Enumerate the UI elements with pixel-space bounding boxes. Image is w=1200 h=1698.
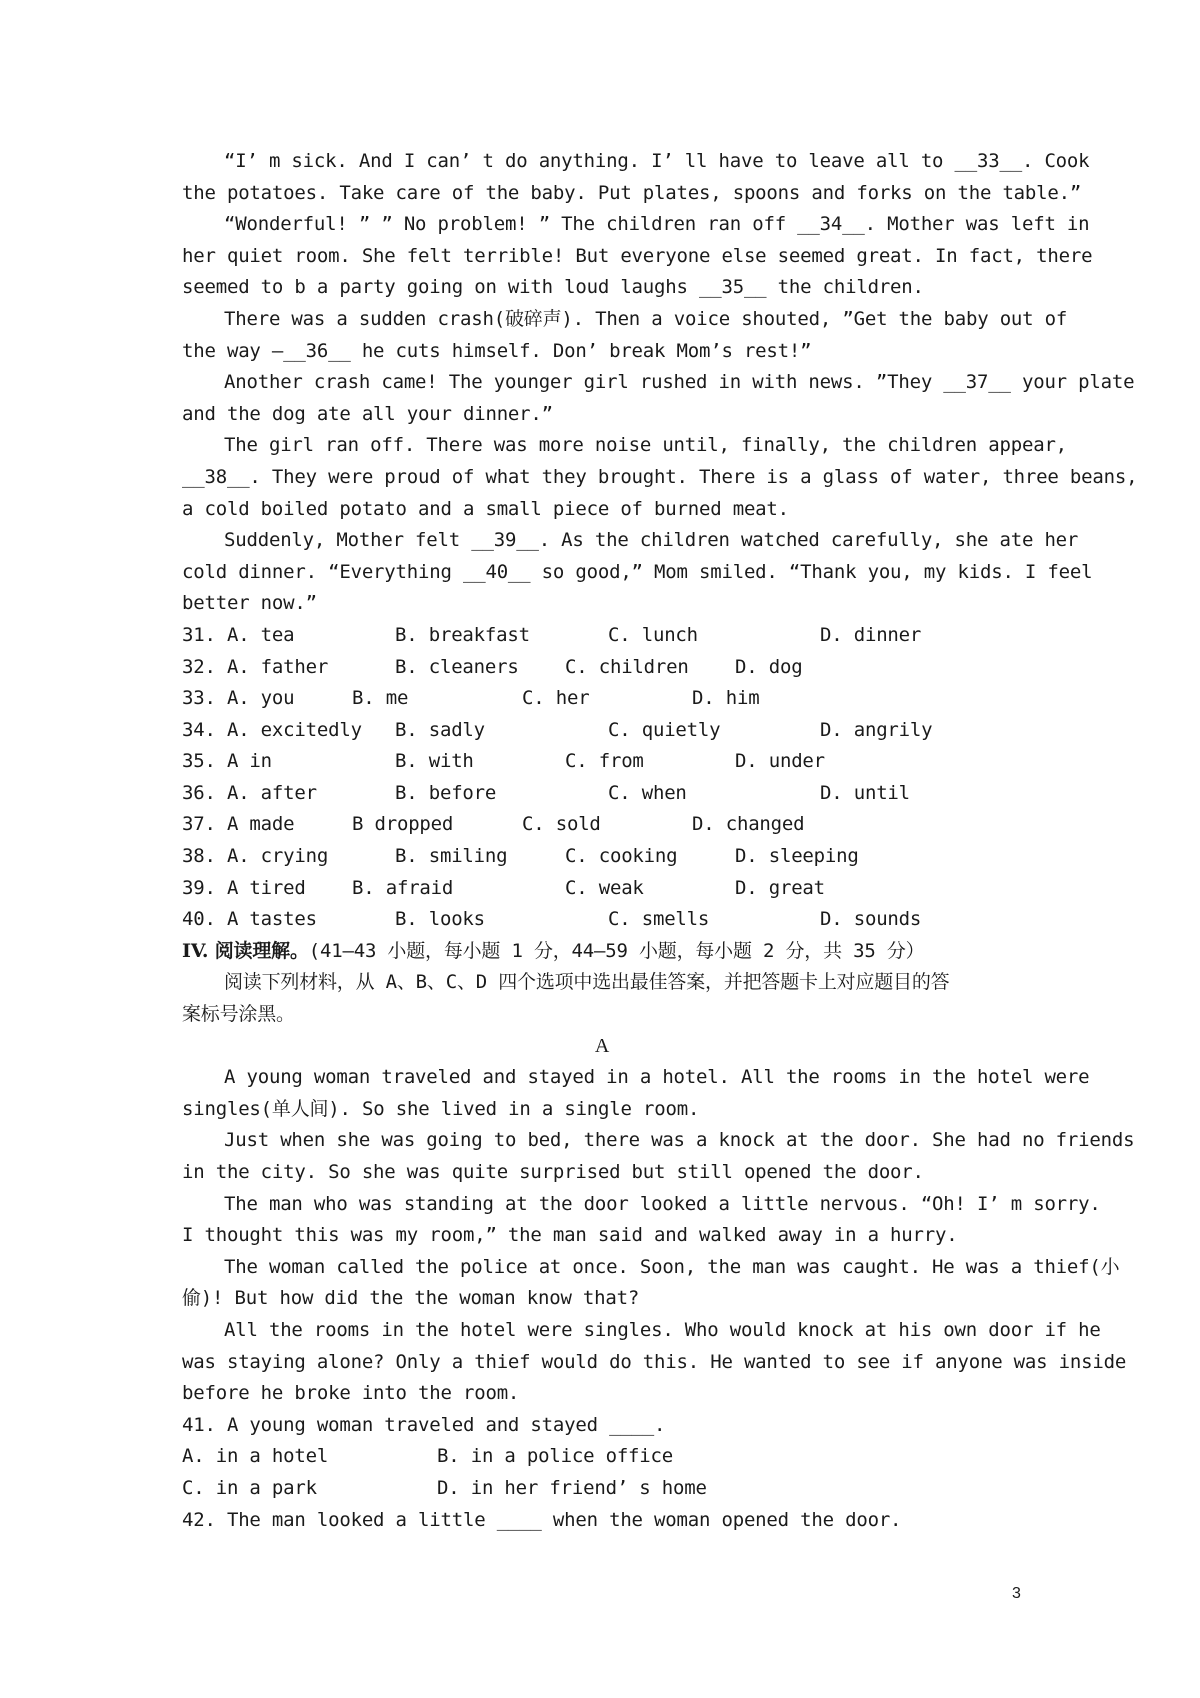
passage-title: A [594, 1034, 610, 1057]
option-c: C. smells [608, 908, 710, 931]
option-d: D. until [820, 781, 910, 804]
section-instruction: 阅读下列材料，从 A、B、C、D 四个选项中选出最佳答案，并把答题卡上对应题目的答 [224, 971, 950, 994]
passage-line: and the dog ate all your dinner.” [182, 402, 553, 425]
option-d: D. sounds [820, 908, 922, 931]
section-title: IV. 阅读理解。 [182, 939, 309, 962]
passage-line: There was a sudden crash(破碎声). Then a voice shouted, ”Get the baby out of [224, 307, 1068, 330]
option-c: C. cooking [565, 845, 678, 868]
passage-line: in the city. So she was quite surprised but still opened the door. [182, 1161, 924, 1183]
option-d: D. changed [692, 813, 805, 836]
option-c: C. her [522, 687, 590, 710]
option-d: D. under [735, 750, 825, 773]
passage-line: The man who was standing at the door looked a little nervous. “Oh! I’ m sorry. [224, 1192, 1101, 1215]
option-row [182, 746, 1022, 778]
questions [182, 1410, 1022, 1536]
option-a: 39. A tired [182, 876, 306, 899]
cloze-passage [182, 146, 1138, 620]
passage-line: “I’ m sick. And I can’ t do anything. I’ ll have to leave all to __33__. Cook [224, 150, 1090, 172]
option-b: B. with [395, 750, 474, 773]
passage-line: __38__. They were proud of what they brought. There is a glass of water, three beans, [182, 465, 1138, 488]
option-row [182, 841, 1022, 873]
option-b: B. breakfast [395, 623, 530, 646]
option-row [182, 620, 1022, 652]
option-a: 31. A. tea [182, 623, 295, 646]
option-b: B. smiling [395, 845, 508, 868]
option-row [182, 809, 1022, 841]
passage-line: The girl ran off. There was more noise until, finally, the children appear, [224, 434, 1067, 457]
passage-line: Another crash came! The younger girl rushed in with news. ”They __37__ your plate [224, 371, 1135, 394]
passage-line: seemed to b a party going on with loud laughs __35__ the children. [182, 276, 924, 299]
option-a: 32. A. father [182, 655, 329, 678]
option-a: 35. A in [182, 750, 272, 773]
option-a: A. in a hotel [182, 1445, 329, 1468]
option-a: 33. A. you [182, 687, 295, 710]
option-c: C. children [565, 655, 689, 678]
passage-line: a cold boiled potato and a small piece of burned meat. [182, 497, 789, 520]
reading-passage [182, 1062, 1135, 1410]
option-b: B. me [352, 687, 409, 710]
option-a: 37. A made [182, 813, 295, 836]
option-b: B. looks [395, 908, 485, 931]
option-a: 36. A. after [182, 781, 317, 804]
option-c: C. quietly [608, 718, 721, 741]
option-row [182, 778, 1022, 810]
option-row [182, 715, 1022, 747]
option-b: B dropped [352, 813, 454, 836]
page-content [182, 146, 1138, 1536]
option-b: B. cleaners [395, 655, 519, 678]
option-c: C. when [608, 781, 687, 804]
option-d: D. great [735, 876, 825, 899]
option-row [182, 873, 1022, 905]
option-d: D. angrily [820, 718, 933, 741]
passage-line: the way —__36__ he cuts himself. Don’ break Mom’s rest!” [182, 339, 812, 362]
question-42: 42. The man looked a little ____ when the woman opened the door. [182, 1508, 902, 1531]
passage-line: I thought this was my room,” the man said and walked away in a hurry. [182, 1224, 958, 1247]
passage-line: The woman called the police at once. Soon, the man was caught. He was a thief(小 [224, 1255, 1120, 1278]
passage-line: “Wonderful! ” ” No problem! ” The children ran off __34__. Mother was left in [224, 213, 1090, 236]
option-b: B. before [395, 781, 497, 804]
option-d: D. dinner [820, 623, 922, 646]
page-number: 3 [1012, 1585, 1021, 1602]
passage-line: the potatoes. Take care of the baby. Put plates, spoons and forks on the table.” [182, 181, 1082, 204]
passage-line: A young woman traveled and stayed in a hotel. All the rooms in the hotel were [224, 1066, 1090, 1089]
option-c: C. sold [522, 813, 601, 836]
option-a: 38. A. crying [182, 845, 329, 868]
question-41: 41. A young woman traveled and stayed ____. [182, 1413, 666, 1436]
option-row [182, 1473, 1022, 1505]
passage-line: Just when she was going to bed, there was a knock at the door. She had no friends [224, 1129, 1135, 1152]
passage-line: her quiet room. She felt terrible! But everyone else seemed great. In fact, there [182, 244, 1093, 267]
option-a: 34. A. excitedly [182, 718, 362, 741]
passage-line: before he broke into the room. [182, 1382, 520, 1405]
option-row [182, 652, 1022, 684]
section-scoring: (41—43 小题，每小题 1 分，44—59 小题，每小题 2 分，共 35 分） [308, 939, 925, 962]
option-d: D. dog [735, 655, 803, 678]
option-c: C. in a park [182, 1476, 317, 1499]
option-row [182, 1441, 1022, 1473]
passage-line: Suddenly, Mother felt __39__. As the children watched carefully, she ate her [224, 529, 1079, 552]
passage-line: better now.” [182, 592, 317, 615]
option-b: B. afraid [352, 876, 454, 899]
option-b: B. in a police office [437, 1445, 674, 1468]
passage-line: All the rooms in the hotel were singles. Who would knock at his own door if he [224, 1318, 1101, 1341]
option-d: D. sleeping [735, 845, 859, 868]
option-d: D. him [692, 687, 760, 710]
option-row [182, 904, 1022, 936]
passage-line: singles(单人间). So she lived in a single room. [182, 1097, 700, 1120]
passage-line: cold dinner. “Everything __40__ so good,” Mom smiled. “Thank you, my kids. I feel [182, 560, 1093, 583]
option-row [182, 683, 1022, 715]
passage-line: 偷)! But how did the the woman know that? [182, 1287, 640, 1310]
option-c: C. lunch [608, 623, 698, 646]
option-d: D. in her friend’ s home [437, 1476, 707, 1499]
cloze-options [182, 620, 1022, 936]
passage-line: was staying alone? Only a thief would do this. He wanted to see if anyone was inside [182, 1350, 1127, 1373]
option-c: C. weak [565, 876, 644, 899]
option-c: C. from [565, 750, 644, 773]
option-b: B. sadly [395, 718, 485, 741]
section-instruction: 案标号涂黑。 [182, 1003, 295, 1026]
section-heading [182, 936, 1022, 968]
option-a: 40. A tastes [182, 908, 317, 931]
